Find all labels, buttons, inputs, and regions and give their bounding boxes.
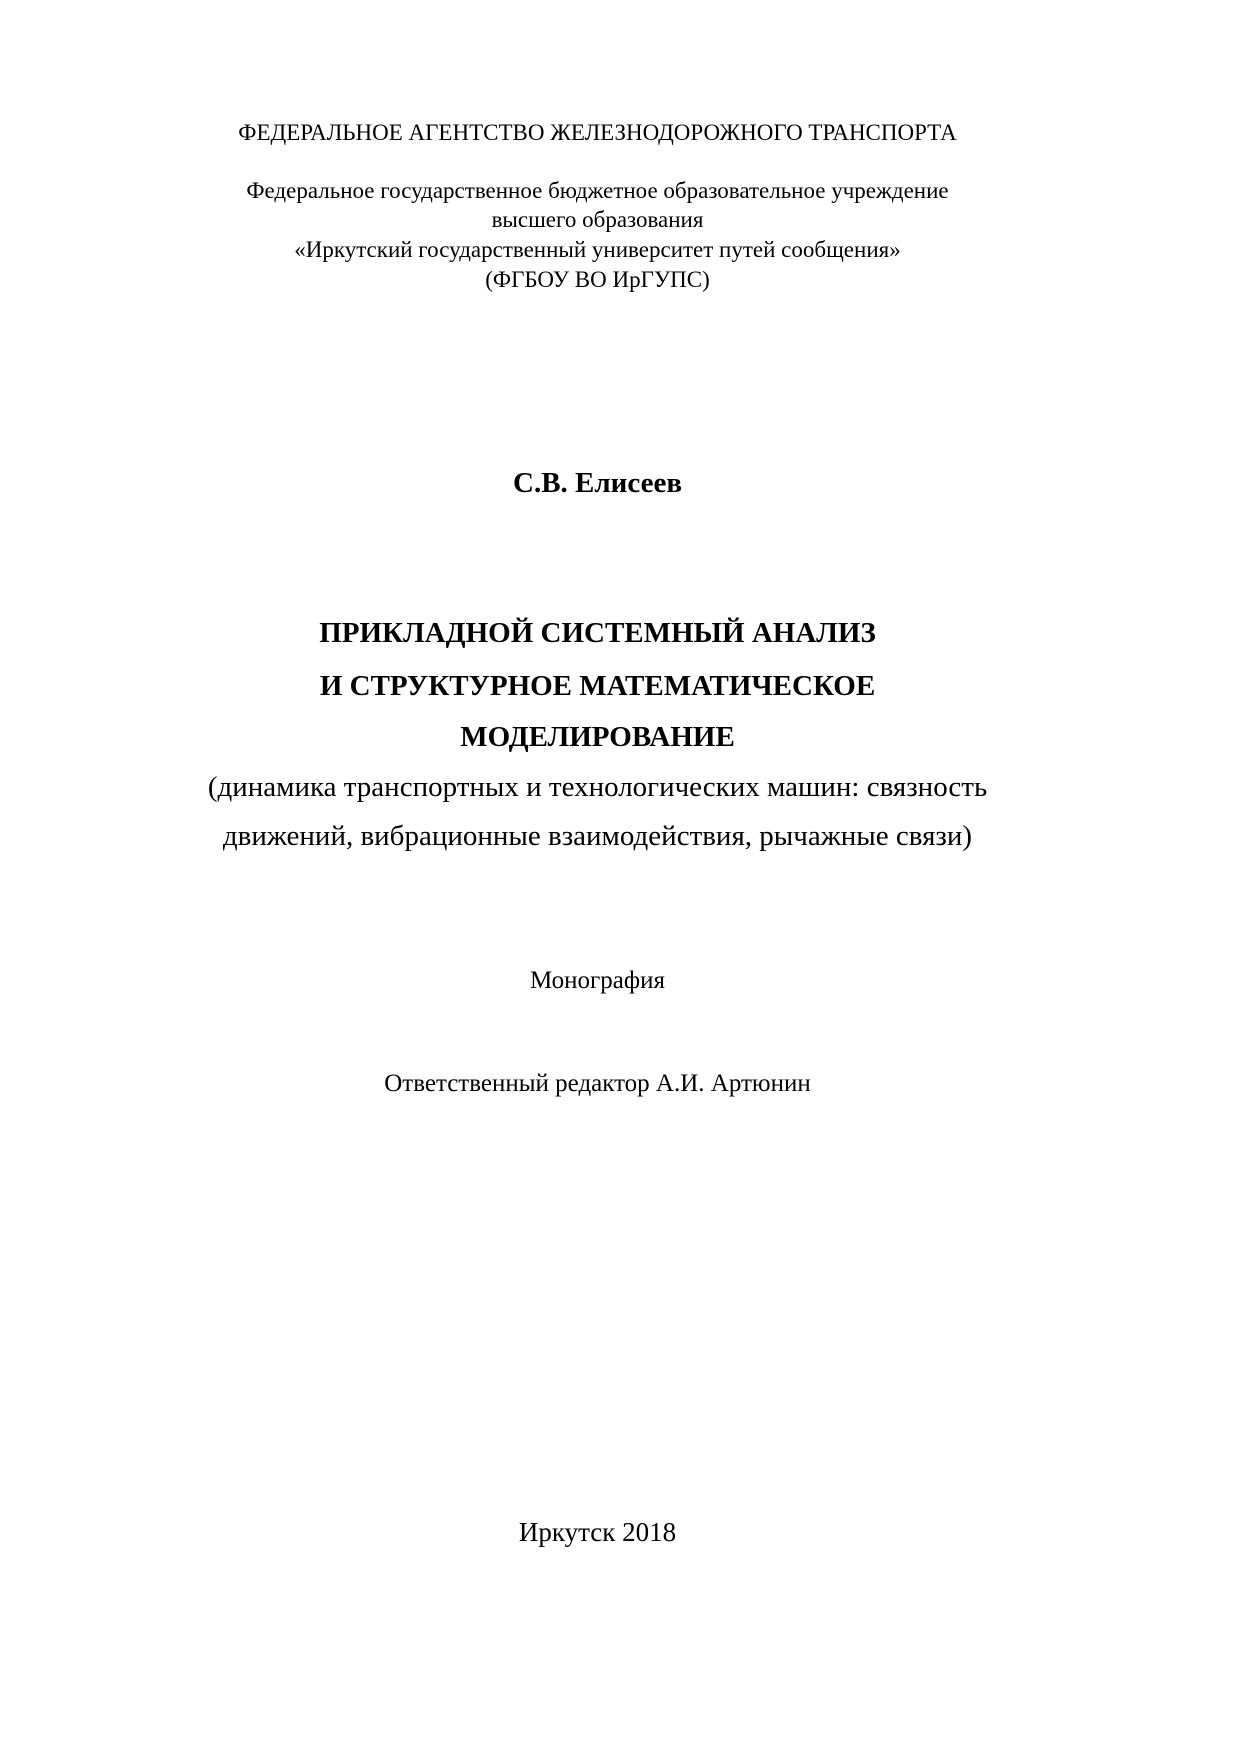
book-subtitle-line: движений, вибрационные взаимодействия, рычажные связи): [222, 820, 973, 852]
institution-line: «Иркутский государственный университет путей сообщения»: [294, 237, 901, 262]
institution-line: высшего образования: [491, 207, 704, 232]
book-title-line: ПРИКЛАДНОЙ СИСТЕМНЫЙ АНАЛИЗ: [319, 617, 876, 649]
book-title-line: И СТРУКТУРНОЕ МАТЕМАТИЧЕСКОЕ: [319, 670, 876, 702]
author-name: С.В. Елисеев: [513, 467, 682, 499]
institution-abbreviation: (ФГБОУ ВО ИрГУПС): [485, 267, 710, 292]
agency-name: ФЕДЕРАЛЬНОЕ АГЕНТСТВО ЖЕЛЕЗНОДОРОЖНОГО ТРАНСПОРТА: [238, 120, 957, 145]
document-type: Монография: [530, 967, 665, 994]
book-subtitle-line: (динамика транспортных и технологических машин: связность: [207, 771, 988, 803]
responsible-editor: Ответственный редактор А.И. Артюнин: [384, 1070, 811, 1097]
book-title-line: МОДЕЛИРОВАНИЕ: [460, 721, 735, 753]
place-and-year: Иркутск 2018: [518, 1517, 677, 1547]
institution-line: Федеральное государственное бюджетное образовательное учреждение: [246, 178, 949, 203]
